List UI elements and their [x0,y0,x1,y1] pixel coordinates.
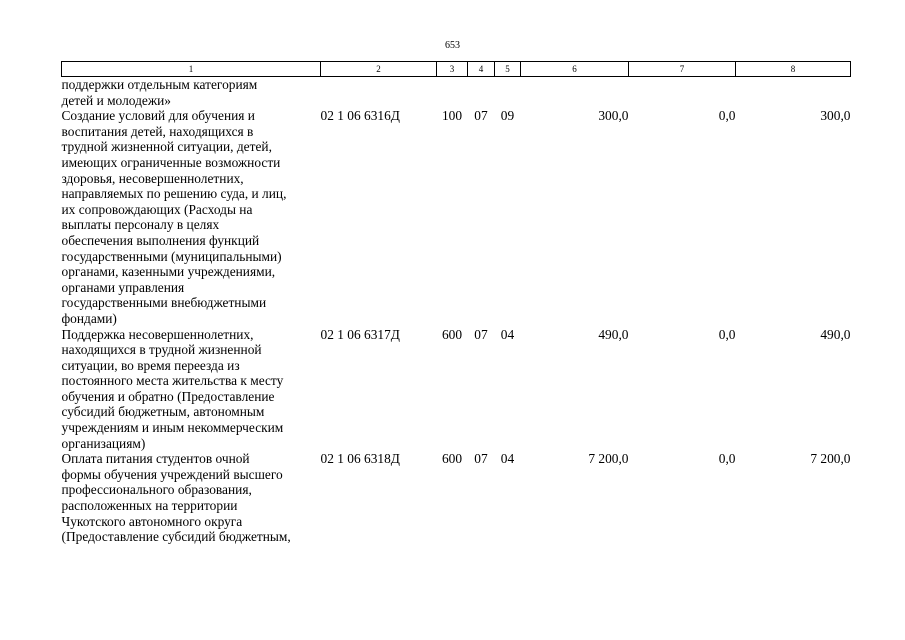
budget-code-cell: 02 1 06 6318Д [320,451,400,467]
table-row [62,108,851,326]
header-row [62,62,851,77]
column-5-cell [495,77,521,109]
column-3-cell: 600 [441,326,463,342]
description-line: профессионального образования, [61,482,252,498]
column-header: 3 [437,62,468,77]
amount-col-6-cell: 490,0 [598,326,629,342]
description-line: здоровья, несовершеннолетних, [61,170,244,186]
table-row [62,77,851,109]
description-line: расположенных на территории [61,498,238,514]
column-header: 4 [468,62,495,77]
description-line: имеющих ограниченные возможности [61,154,281,170]
description-line: находящихся в трудной жизненной [61,342,262,358]
row-description [62,77,321,109]
description-line: Чукотского автономного округа [61,513,243,529]
column-4-cell [468,77,495,109]
description-line: субсидий бюджетным, автономным [61,404,265,420]
column-header: 1 [62,62,321,77]
description-line: ситуации, во время переезда из [61,357,240,373]
column-header: 6 [521,62,629,77]
amount-col-8-cell: 300,0 [820,108,851,124]
row-description [62,108,321,326]
row-description [62,451,321,545]
column-4-cell: 07 [474,108,488,124]
page-number: 653 [445,40,460,51]
description-line: постоянного места жительства к месту [61,373,284,389]
description-line: органами, казенными учреждениями, [61,264,276,280]
amount-col-6-cell: 7 200,0 [588,451,629,467]
table-row [62,451,851,545]
description-line: (Предоставление субсидий бюджетным, [61,529,291,545]
column-3-cell: 600 [441,451,463,467]
column-header: 5 [495,62,521,77]
budget-code-cell [321,77,437,109]
amount-col-7-cell: 0,0 [718,451,736,467]
budget-code-cell: 02 1 06 6317Д [320,326,400,342]
column-3-cell: 100 [441,108,463,124]
table-body [62,77,851,545]
amount-col-6-cell [521,77,629,109]
amount-col-6-cell: 300,0 [598,108,629,124]
description-line: выплаты персоналу в целях [61,217,220,233]
description-line: трудной жизненной ситуации, детей, [61,139,272,155]
description-line: Создание условий для обучения и [61,108,255,124]
description-line: государственными (муниципальными) [61,248,282,264]
description-line: детей и молодежи» [61,92,171,108]
column-header: 8 [736,62,851,77]
amount-col-8-cell: 7 200,0 [810,451,851,467]
description-line: органами управления [61,279,185,295]
amount-col-8-cell [736,77,851,109]
amount-col-7-cell: 0,0 [718,326,736,342]
row-description [62,327,321,452]
column-5-cell: 09 [500,108,515,124]
description-line: поддержки отдельным категориям [61,77,258,92]
description-line: организациям) [61,435,146,451]
description-line: их сопровождающих (Расходы на [61,201,253,217]
column-5-cell: 04 [500,326,515,342]
column-header: 2 [321,62,437,77]
description-line: Поддержка несовершеннолетних, [61,326,254,342]
table-row [62,327,851,452]
column-4-cell: 07 [474,451,488,467]
description-line: учреждениям и иным некоммерческим [61,420,284,436]
description-line: фондами) [61,310,117,326]
description-line: обеспечения выполнения функций [61,232,260,248]
budget-table [61,61,851,545]
amount-col-7-cell: 0,0 [718,108,736,124]
column-3-cell [437,77,468,109]
description-line: направляемых по решению суда, и лиц, [61,186,287,202]
column-4-cell: 07 [474,326,488,342]
description-line: Оплата питания студентов очной [61,451,250,467]
column-header: 7 [629,62,736,77]
budget-code-cell: 02 1 06 6316Д [320,108,400,124]
column-5-cell: 04 [500,451,515,467]
amount-col-8-cell: 490,0 [820,326,851,342]
description-line: государственными внебюджетными [61,295,267,311]
amount-col-7-cell [629,77,736,109]
description-line: формы обучения учреждений высшего [61,466,283,482]
description-line: обучения и обратно (Предоставление [61,388,275,404]
description-line: воспитания детей, находящихся в [61,123,254,139]
